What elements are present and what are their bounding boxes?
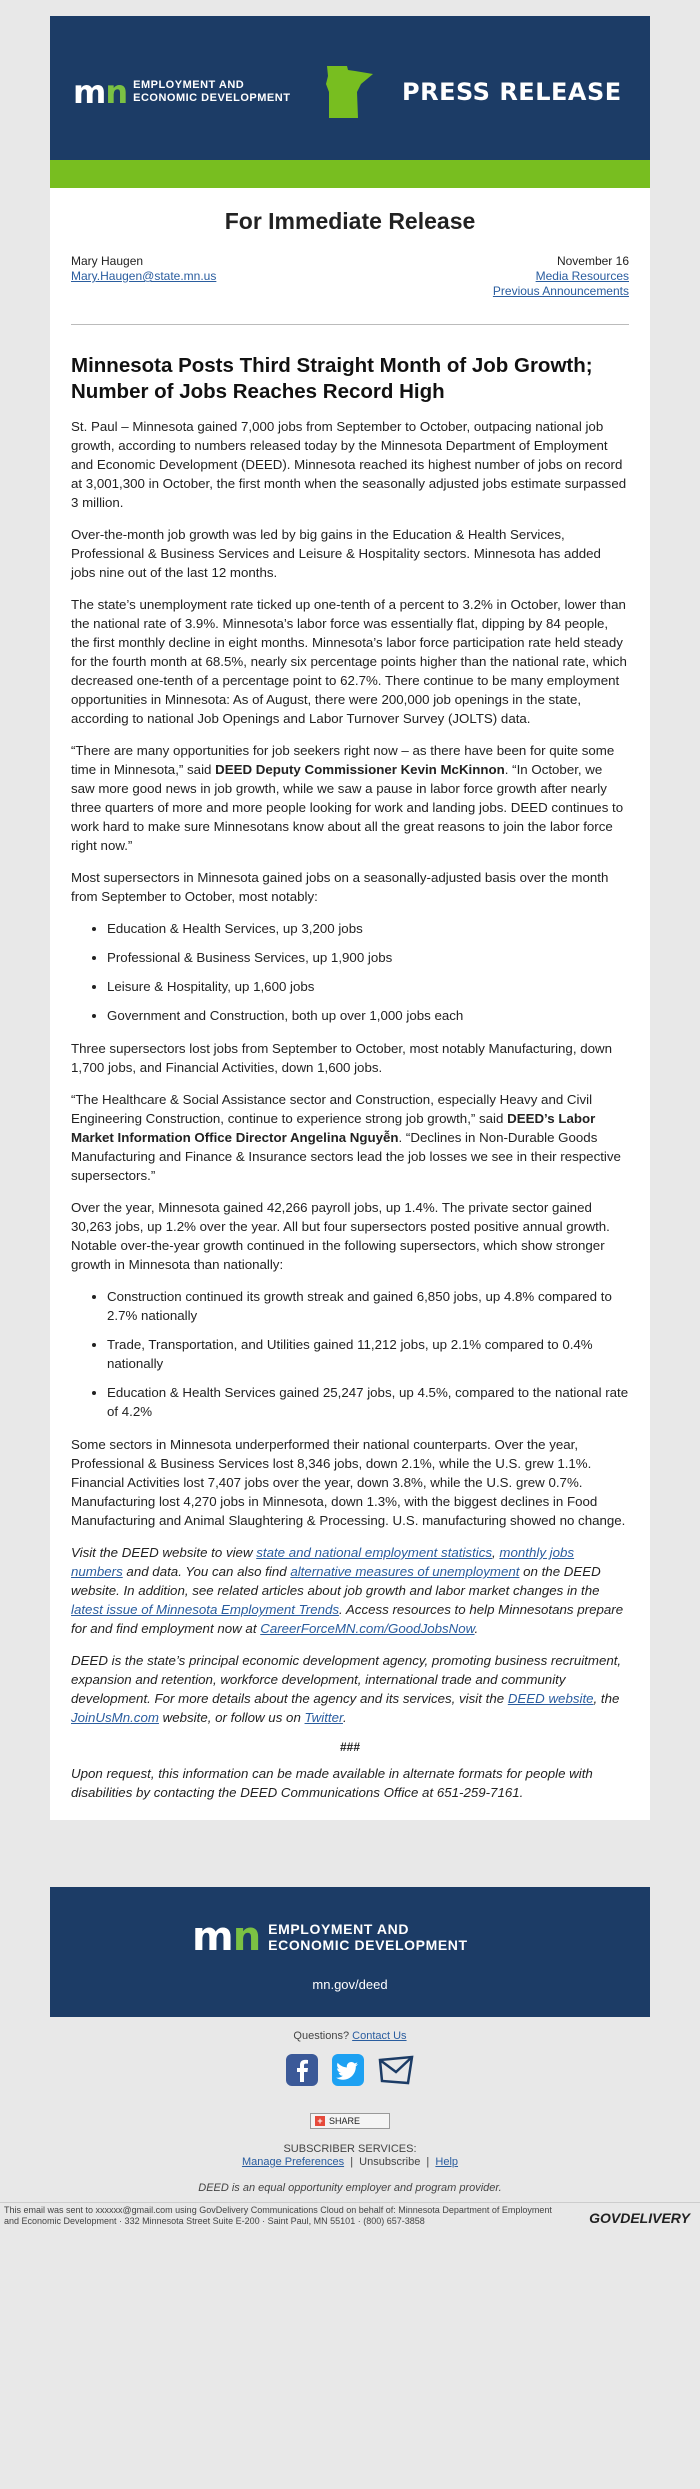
article-body — [50, 353, 650, 1820]
header-banner — [50, 16, 650, 160]
mn-logo-mark: mn — [192, 1914, 261, 1960]
employment-trends-link[interactable]: latest issue of Minnesota Employment Trends — [71, 1602, 340, 1617]
logo-line2: ECONOMIC DEVELOPMENT — [133, 92, 291, 104]
fine-print: This email was sent to xxxxxx@gmail.com using GovDelivery Communications Cloud on behalf of: Minnesota Department of Employment and Economic Development · 332 Minnesota Street Suite E-200 · Saint Paul, MN 55101 · (800) 657-3858 — [4, 2205, 552, 2226]
resources-paragraph: Visit the DEED website to view state and national employment statistics, monthly jobs numbers and data. You can also find alternative measures of unemployment on the DEED website. In addition, see related articles about job growth and labor market changes in the latest issue of Minnesota Employment Trends. Access resources to help Minnesotans prepare for and find employment now at CareerForceMN.com/GoodJobsNow. — [71, 1545, 624, 1636]
immediate-release-heading: For Immediate Release — [224, 208, 476, 234]
share-plus-icon: + — [315, 2116, 325, 2126]
press-release-title: PRESS RELEASE — [402, 78, 622, 106]
speaker-name: DEED’s Labor Market Information Office Director Angelina Nguyễn — [71, 1111, 596, 1145]
help-link[interactable]: Help — [435, 2156, 459, 2168]
paragraph: St. Paul – Minnesota gained 7,000 jobs from September to October, outpacing national job growth, according to numbers released today by the Minnesota Department of Employment and Economic Development (DEED). Minnesota reached its highest number of jobs on record at 3,001,300 in October, the first month when the seasonally adjusted jobs estimate surpassed 3 million. — [71, 419, 627, 510]
previous-announcements-link[interactable]: Previous Announcements — [492, 284, 629, 298]
logo-line1: EMPLOYMENT AND — [133, 79, 245, 91]
media-resources-link[interactable]: Media Resources — [535, 269, 629, 283]
annual-growth-list — [71, 1287, 629, 1421]
footer-url[interactable]: mn.gov/deed — [312, 1977, 388, 1992]
press-release-card — [50, 16, 650, 1820]
deed-website-link[interactable]: DEED website — [507, 1691, 594, 1706]
email-icon[interactable] — [377, 2053, 415, 2087]
end-marker: ### — [339, 1740, 361, 1754]
list-item: • Professional & Business Services, up 1,900 jobs — [107, 948, 629, 967]
list-item: • Education & Health Services gained 25,247 jobs, up 4.5%, compared to the national rate of 4.2% — [107, 1383, 629, 1421]
careerforce-link[interactable]: CareerForceMN.com/GoodJobsNow — [260, 1621, 475, 1636]
release-date: November 16 — [556, 254, 629, 268]
paragraph: Most supersectors in Minnesota gained jobs on a seasonally-adjusted basis over the month from September to October, most notably: — [71, 870, 609, 904]
paragraph: The state’s unemployment rate ticked up one-tenth of a percent to 3.2% in October, lower than the national rate of 3.9%. Minnesota’s labor force was essentially flat, dipping by 84 people, the first monthly decline in eight months. Minnesota’s labor force participation rate held steady for the fourth month at 68.5%, nearly six percentage points higher than the national rate, which decreased one-tenth of a percentage point to 62.7%. There continue to be many employment opportunities in Minnesota: As of August, there were 200,000 job openings in the state, according to national Job Openings and Labor Turnover Survey (JOLTS) data. — [71, 597, 627, 726]
manage-preferences-link[interactable]: Manage Preferences — [241, 2156, 345, 2168]
govdelivery-logo[interactable]: GOVDELIVERY — [589, 2210, 690, 2226]
footer-logo[interactable] — [192, 1914, 468, 1960]
contact-name: Mary Haugen — [71, 254, 144, 268]
share-button[interactable]: + SHARE — [310, 2113, 390, 2129]
quote-paragraph: “There are many opportunities for job seekers right now – as there have been for quite some time in Minnesota,” said DEED Deputy Commissioner Kevin McKinnon. “In October, we saw more good news in job growth, while we saw a pause in labor force growth after nearly three quarters of more and more people looking for work and landing jobs. DEED continues to work hard to make sure Minnesotans know about all the great reasons to join the labor force right now.” — [71, 743, 624, 853]
paragraph: Over-the-month job growth was led by big gains in the Education & Health Services, Professional & Business Services and Leisure & Hospitality sectors. Minnesota has added jobs nine out of the last 12 months. — [71, 527, 601, 580]
list-item: • Construction continued its growth streak and gained 6,850 jobs, up 4.8% compared to 2.7% nationally — [107, 1287, 629, 1325]
employment-statistics-link[interactable]: state and national employment statistics — [256, 1545, 493, 1560]
quote-paragraph: “The Healthcare & Social Assistance sector and Construction, especially Heavy and Civil Engineering Construction, continue to experience strong job growth,” said DEED’s Labor Market Information Office Director Angelina Nguyễn. “Declines in Non-Durable Goods Manufacturing and Finance & Insurance sectors lead the job losses we see in their respective supersectors.” — [71, 1092, 621, 1183]
logo-line2: ECONOMIC DEVELOPMENT — [268, 1937, 468, 1953]
paragraph: Over the year, Minnesota gained 42,266 payroll jobs, up 1.4%. The private sector gained 30,263 jobs, up 1.2% over the year. All but four supersectors posted positive annual growth. Notable over-the-year growth continued in the following supersectors, which show stronger growth in Minnesota than nationally: — [71, 1200, 610, 1272]
twitter-link[interactable]: Twitter — [304, 1710, 343, 1725]
about-deed-paragraph: DEED is the state’s principal economic development agency, promoting business recruitment, expansion and retention, workforce development, international trade and community development. For more details about the agency and its services, visit the DEED website, the JoinUsMn.com website, or follow us on Twitter. — [71, 1653, 622, 1725]
article-title: Minnesota Posts Third Straight Month of Job Growth; Number of Jobs Reaches Record High — [71, 354, 593, 403]
contact-email-link[interactable]: Mary.Haugen@state.mn.us — [71, 269, 217, 283]
questions-line: Questions? Contact Us — [293, 2030, 407, 2042]
minnesota-map-icon — [325, 64, 375, 125]
list-item: • Education & Health Services, up 3,200 jobs — [107, 919, 629, 938]
accessibility-paragraph: Upon request, this information can be made available in alternate formats for people with disabilities by contacting the DEED Communications Office at 651-259-7161. — [71, 1766, 593, 1800]
unsubscribe-link[interactable]: Unsubscribe — [359, 2156, 421, 2168]
monthly-jobs-link[interactable]: monthly jobs numbers — [71, 1545, 575, 1579]
mn-logo-mark: mn — [73, 73, 128, 111]
list-item: • Leisure & Hospitality, up 1,600 jobs — [107, 977, 629, 996]
paragraph: Three supersectors lost jobs from September to October, most notably Manufacturing, down 1,700 jobs, and Financial Activities, down 1,600 jobs. — [71, 1041, 612, 1075]
logo-line1: EMPLOYMENT AND — [268, 1921, 410, 1937]
footer-banner — [50, 1887, 650, 2017]
list-item: • Trade, Transportation, and Utilities gained 11,212 jobs, up 2.1% compared to 0.4% nationally — [107, 1335, 629, 1373]
paragraph: Some sectors in Minnesota underperformed their national counterparts. Over the year, Professional & Business Services lost 8,346 jobs, down 2.1%, while the U.S. grew 1.1%. Financial Activities lost 7,407 jobs over the year, down 3.8%, while the U.S. grew 0.7%. Manufacturing lost 4,270 jobs in Minnesota, down 1.3%, with the biggest declines in Food Manufacturing and Animal Slaughtering & Processing. U.S. manufacturing showed no change. — [71, 1437, 626, 1528]
subscriber-services: SUBSCRIBER SERVICES: Manage Preferences | Unsubscribe | Help — [241, 2143, 459, 2168]
list-item: • Government and Construction, both up over 1,000 jobs each — [107, 1006, 629, 1025]
alt-unemployment-link[interactable]: alternative measures of unemployment — [290, 1564, 520, 1579]
eeo-statement: DEED is an equal opportunity employer and program provider. — [198, 2182, 502, 2194]
social-icons — [0, 2053, 700, 2087]
footer-divider — [0, 2202, 700, 2203]
green-stripe — [50, 160, 650, 188]
facebook-icon[interactable] — [285, 2053, 319, 2087]
speaker-name: DEED Deputy Commissioner Kevin McKinnon — [215, 762, 505, 777]
gains-list — [71, 919, 629, 1025]
contact-us-link[interactable]: Contact Us — [352, 2030, 407, 2042]
deed-logo — [73, 73, 291, 111]
joinusmn-link[interactable]: JoinUsMn.com — [71, 1710, 159, 1725]
twitter-icon[interactable] — [331, 2053, 365, 2087]
contact-block — [71, 242, 629, 325]
